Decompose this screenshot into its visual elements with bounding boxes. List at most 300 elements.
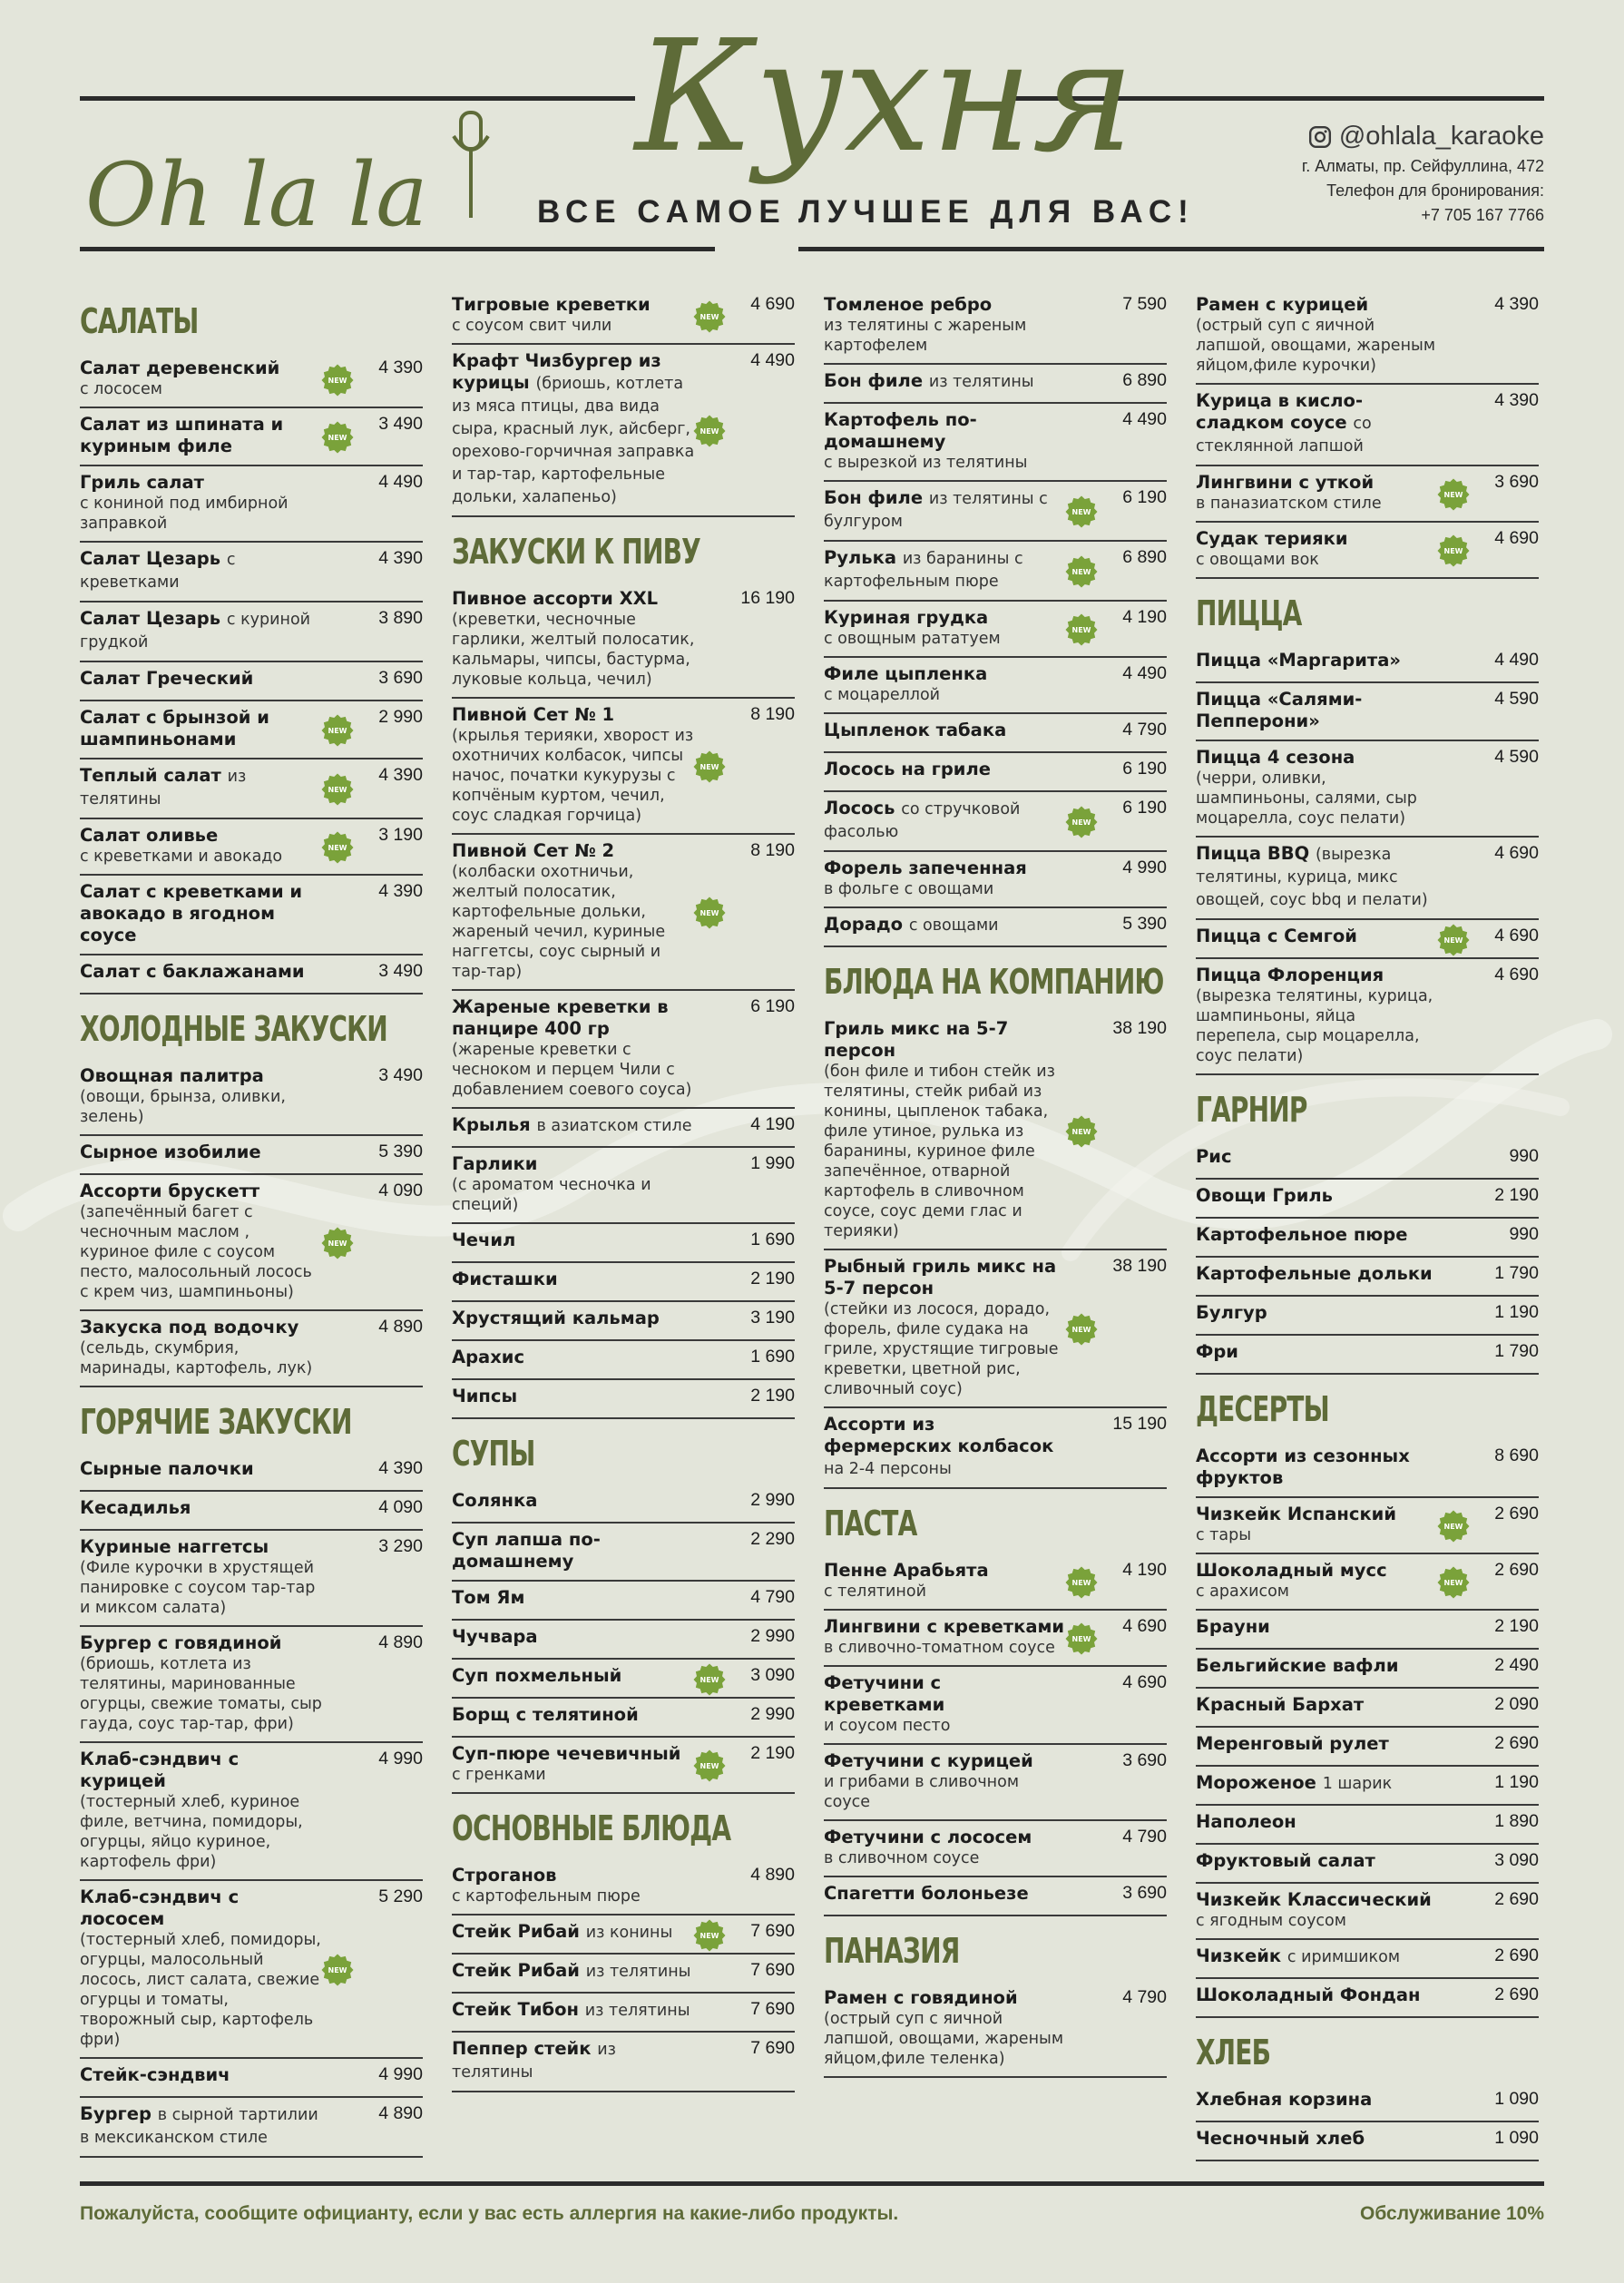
- new-badge-label: NEW: [1071, 568, 1091, 576]
- menu-item-name: Шоколадный Фондан: [1196, 1984, 1421, 2005]
- menu-item-details: (колбаски охотничьи, желтый полосатик, картофельные дольки, жареный чечил, куриные наггетсы, соус сырный и тар-тар): [452, 863, 666, 981]
- menu-item-details: с арахисом: [1196, 1582, 1290, 1601]
- menu-item-name: Пицца 4 сезона: [1196, 747, 1355, 768]
- menu-item-name: Салат с брынзой и шампиньонами: [80, 707, 269, 750]
- menu-item: [452, 1341, 795, 1380]
- menu-item-price: 1 890: [1494, 1811, 1539, 1831]
- menu-item: [1196, 838, 1539, 920]
- menu-item-name: Суп-пюре чечевичный: [452, 1743, 681, 1764]
- menu-item: [452, 1524, 795, 1582]
- menu-item-price: 990: [1509, 1146, 1539, 1166]
- menu-item-price: 4 890: [378, 1317, 423, 1337]
- menu-item-name: Гарлики: [452, 1153, 538, 1174]
- menu-item-name: Лингвини с креветками: [824, 1616, 1065, 1637]
- menu-item-name: Клаб-сэндвич с лососем: [80, 1886, 240, 1929]
- menu-item-price: 4 390: [378, 1458, 423, 1478]
- menu-item-name: Стейк-сэндвич: [80, 2064, 230, 2085]
- menu-item-description: (вырезка телятины, курица, микс овощей, соус bbq и пелати): [1196, 846, 1428, 909]
- menu-item-details: с лососем: [80, 380, 162, 398]
- new-badge-label: NEW: [699, 313, 719, 321]
- menu-item-name: Чизкейк Испанский: [1196, 1504, 1397, 1524]
- menu-item-details: с овощным рататуем: [824, 630, 1001, 648]
- menu-item: [1196, 741, 1539, 838]
- menu-item-details: (бриошь, котлета из телятины, маринованные огурцы, свежие томаты, сыр гауда, соус тар-тар, фри): [80, 1655, 322, 1733]
- menu-item-name: Лосось: [824, 798, 895, 818]
- menu-item: [824, 289, 1167, 365]
- tagline-right: ЛУЧШЕЕ ДЛЯ ВАС!: [798, 194, 1195, 230]
- new-badge-icon: [1437, 924, 1470, 956]
- menu-item-name: Фетучини с курицей: [824, 1750, 1033, 1771]
- menu-item: [1196, 1141, 1539, 1180]
- menu-item: [824, 908, 1167, 947]
- menu-item-name: Кесадилья: [80, 1497, 191, 1518]
- menu-item: [824, 482, 1167, 542]
- menu-item-price: 4 690: [1494, 965, 1539, 985]
- new-badge-label: NEW: [699, 1675, 719, 1684]
- menu-item: [824, 542, 1167, 602]
- menu-item-price: 4 090: [378, 1181, 423, 1200]
- menu-item: [824, 1408, 1167, 1489]
- menu-item: [452, 1738, 795, 1794]
- new-badge-label: NEW: [1071, 1128, 1091, 1136]
- menu-item-price: 2 190: [1494, 1616, 1539, 1636]
- menu-item-price: 4 190: [1122, 1560, 1167, 1580]
- menu-item-price: 2 990: [750, 1490, 795, 1510]
- menu-item: [80, 701, 423, 759]
- menu-item-details: (жареные креветки с чесноком и перцем Чили с добавлением соевого соуса): [452, 1041, 692, 1099]
- menu-item-description: из телятины: [584, 2002, 690, 2020]
- new-badge-label: NEW: [1071, 1326, 1091, 1334]
- menu-item: [1196, 466, 1539, 523]
- menu-item: [824, 1821, 1167, 1877]
- menu-item-details: с моцареллой: [824, 686, 941, 704]
- menu-item-name: Чизкейк Классический: [1196, 1889, 1432, 1910]
- menu-item-price: 4 790: [1122, 1827, 1167, 1847]
- new-badge-label: NEW: [1443, 936, 1463, 945]
- menu-item-price: 4 490: [1122, 409, 1167, 429]
- menu-item: [80, 466, 423, 543]
- menu-item: [452, 1148, 795, 1224]
- menu-item-details: с креветками и авокадо: [80, 848, 283, 866]
- section-title: ОСНОВНЫЕ БЛЮДА: [452, 1808, 731, 1848]
- menu-item-description: из телятины: [80, 768, 247, 808]
- menu-item-details: (крылья терияки, хворост из охотничих колбасок, чипсы начос, початки кукурузы с копчёным куртом, чечил, соус сладкая горчица): [452, 727, 694, 825]
- menu-item-name: Фруктовый салат: [1196, 1850, 1375, 1871]
- menu-item-name: Рулька: [824, 547, 897, 568]
- menu-item-name: Солянка: [452, 1490, 538, 1511]
- menu-item: [452, 2033, 795, 2092]
- menu-item: [824, 1667, 1167, 1745]
- menu-item-price: 7 590: [1122, 294, 1167, 314]
- menu-item-name: Чипсы: [452, 1386, 518, 1406]
- menu-item-price: 4 890: [378, 2103, 423, 2123]
- menu-item-name: Брауни: [1196, 1616, 1270, 1637]
- menu-item-price: 2 190: [1494, 1185, 1539, 1205]
- new-badge-icon: [1065, 1622, 1098, 1655]
- menu-item: [1196, 1440, 1539, 1498]
- menu-item-price: 6 190: [1122, 798, 1167, 818]
- menu-item-name: Овощная палитра: [80, 1065, 264, 1086]
- menu-item-name: Бон филе: [824, 370, 924, 391]
- menu-item-name: Бон филе: [824, 487, 924, 508]
- menu-item: [80, 1881, 423, 2059]
- menu-item: [452, 1484, 795, 1524]
- menu-item: [80, 955, 423, 995]
- menu-item-name: Крылья: [452, 1114, 531, 1135]
- menu-item-details: с соусом свит чили: [452, 317, 612, 335]
- booking-label: Телефон для бронирования:: [1326, 181, 1544, 200]
- menu-item-price: 3 690: [1494, 472, 1539, 492]
- menu-item-price: 4 990: [378, 2064, 423, 2084]
- menu-item-name: Том Ям: [452, 1587, 525, 1608]
- menu-item-name: Фисташки: [452, 1269, 558, 1289]
- instagram-icon: [1308, 125, 1332, 149]
- menu-item-name: Чесночный хлеб: [1196, 2128, 1365, 2149]
- menu-item: [1196, 2083, 1539, 2122]
- menu-item-details: в паназиатском стиле: [1196, 495, 1382, 513]
- section-title: СУПЫ: [452, 1434, 535, 1474]
- menu-item-description: с овощами: [908, 916, 999, 935]
- menu-item: [80, 1453, 423, 1492]
- menu-item-name: Борщ с телятиной: [452, 1704, 639, 1725]
- menu-item-name: Спагетти болоньезе: [824, 1883, 1029, 1904]
- menu-item-name: Пенне Арабьята: [824, 1560, 989, 1581]
- menu-item-price: 2 190: [750, 1386, 795, 1406]
- menu-item-price: 4 490: [378, 472, 423, 492]
- menu-item-price: 3 490: [378, 414, 423, 434]
- menu-item-price: 3 690: [1122, 1883, 1167, 1903]
- menu-item: [1196, 644, 1539, 683]
- menu-item: [824, 1745, 1167, 1821]
- new-badge-icon: [693, 1663, 726, 1696]
- new-badge-icon: [693, 300, 726, 333]
- menu-item-name: Салат с баклажанами: [80, 961, 305, 982]
- menu-item: [1196, 1611, 1539, 1650]
- menu-item: [1196, 1884, 1539, 1940]
- menu-item-name: Куриные наггетсы: [80, 1536, 269, 1557]
- menu-item-name: Пицца BBQ: [1196, 843, 1310, 864]
- menu-item: [80, 543, 423, 603]
- instagram-handle: @ohlala_karaoke: [1338, 122, 1544, 151]
- menu-item-name: Шоколадный мусс: [1196, 1560, 1387, 1581]
- menu-item-price: 2 690: [1494, 1560, 1539, 1580]
- menu-item: [824, 1554, 1167, 1611]
- menu-item-name: Бельгийские вафли: [1196, 1655, 1399, 1676]
- menu-item-name: Форель запеченная: [824, 857, 1027, 878]
- menu-item-name: Теплый салат: [80, 765, 221, 786]
- menu-item: [452, 1224, 795, 1263]
- menu-item-name: Красный Бархат: [1196, 1694, 1365, 1715]
- menu-item-price: 3 490: [378, 961, 423, 981]
- new-badge-icon: [321, 421, 354, 454]
- menu-item: [80, 408, 423, 466]
- menu-item-price: 1 690: [750, 1230, 795, 1249]
- menu-item: [1196, 1979, 1539, 2018]
- menu-item-name: Суп лапша по-домашнему: [452, 1529, 601, 1572]
- menu-item-details: и соусом песто: [824, 1717, 951, 1735]
- menu-item: [1196, 1940, 1539, 1979]
- menu-item: [824, 365, 1167, 404]
- menu-item-price: 4 490: [1494, 650, 1539, 670]
- menu-item-name: Гриль микс на 5-7 персон: [824, 1018, 1009, 1061]
- menu-item-price: 2 290: [750, 1529, 795, 1549]
- menu-item: [80, 819, 423, 876]
- menu-item-price: 4 490: [750, 350, 795, 370]
- menu-item: [80, 1531, 423, 1627]
- menu-item-details: из телятины с жареным картофелем: [824, 317, 1027, 355]
- menu-item: [824, 602, 1167, 658]
- menu-item-price: 3 090: [750, 1665, 795, 1685]
- menu-item: [80, 876, 423, 955]
- menu-item: [80, 2059, 423, 2098]
- menu-item-details: (острый суп с яичной лапшой, овощами, жареным яйцом,филе теленка): [824, 2010, 1064, 2068]
- menu-item-price: 4 990: [378, 1749, 423, 1769]
- menu-item-name: Салат деревенский: [80, 358, 280, 378]
- new-badge-icon: [693, 1919, 726, 1952]
- menu-item-details: с вырезкой из телятины: [824, 454, 1028, 472]
- menu-item-name: Цыпленок табака: [824, 720, 1007, 740]
- menu-item-name: Пеппер стейк: [452, 2038, 592, 2059]
- menu-item: [1196, 920, 1539, 959]
- menu-item-name: Чучвара: [452, 1626, 538, 1647]
- menu-item-details: (сельдь, скумбрия, маринады, картофель, лук): [80, 1339, 313, 1377]
- menu-item-description: из телятины: [928, 373, 1034, 391]
- menu-item: [1196, 1728, 1539, 1767]
- menu-item-name: Салат Цезарь: [80, 608, 221, 629]
- menu-item-price: 2 190: [750, 1743, 795, 1763]
- menu-item-name: Хлебная корзина: [1196, 2089, 1373, 2110]
- menu-item-price: 38 190: [1112, 1018, 1167, 1038]
- menu-item: [452, 1621, 795, 1660]
- new-badge-icon: [321, 714, 354, 747]
- svg-text:Кухня: Кухня: [635, 7, 1135, 187]
- menu-item-name: Строганов: [452, 1865, 557, 1886]
- menu-item-price: 1 790: [1494, 1341, 1539, 1361]
- menu-item-description: из телятины: [585, 1963, 691, 1981]
- menu-item-price: 8 690: [1494, 1445, 1539, 1465]
- menu-item: [824, 1877, 1167, 1916]
- menu-item-name: Пивной Сет № 2: [452, 840, 615, 861]
- menu-item-details: (тостерный хлеб, куриное филе, ветчина, помидоры, огурцы, яйцо куриное, картофель фри): [80, 1793, 303, 1871]
- menu-item-price: 4 690: [750, 294, 795, 314]
- menu-item: [452, 1916, 795, 1955]
- header-top-line: [80, 96, 635, 101]
- new-badge-label: NEW: [328, 1966, 347, 1974]
- new-badge-icon: [321, 364, 354, 397]
- menu-item: [452, 1994, 795, 2033]
- menu-item-price: 4 790: [1122, 720, 1167, 740]
- menu-item-name: Пицца «Маргарита»: [1196, 650, 1401, 671]
- new-badge-icon: [1065, 613, 1098, 646]
- menu-item-price: 4 690: [1122, 1616, 1167, 1636]
- menu-item: [452, 583, 795, 699]
- menu-item-description: на 2-4 персоны: [824, 1460, 952, 1478]
- section-title: ПИЦЦА: [1196, 593, 1302, 633]
- menu-item-name: Пицца «Салями-Пепперони»: [1196, 689, 1363, 731]
- menu-item-price: 7 690: [750, 1960, 795, 1980]
- menu-item-details: (овощи, брынза, оливки, зелень): [80, 1088, 286, 1126]
- menu-item-name: Томленое ребро: [824, 294, 993, 315]
- menu-item-price: 3 090: [1494, 1850, 1539, 1870]
- menu-item-name: Ассорти из фермерских колбасок: [824, 1414, 1054, 1456]
- menu-item-price: 5 290: [378, 1886, 423, 1906]
- menu-item-description: из телятины: [452, 2041, 616, 2082]
- menu-item: [80, 759, 423, 819]
- menu-item-description: (бриошь, котлета из мяса птицы, два вида сыра, красный лук, айсберг, орехово-горчичная заправка и тар-тар, картофельные дольки, халапеньо): [452, 375, 695, 506]
- brand-logo: [80, 118, 515, 254]
- menu-item: [80, 1060, 423, 1136]
- menu-item-details: с ягодным соусом: [1196, 1912, 1346, 1930]
- menu-item-description: с куриной грудкой: [80, 611, 311, 652]
- menu-item-name: Салат оливье: [80, 825, 219, 846]
- menu-item: [1196, 1297, 1539, 1336]
- menu-item-description: с иримшиком: [1286, 1948, 1401, 1966]
- menu-item: [824, 658, 1167, 714]
- menu-item-price: 2 990: [750, 1704, 795, 1724]
- section-title: ПАНАЗИЯ: [824, 1931, 960, 1971]
- menu-item: [1196, 289, 1539, 385]
- menu-item-price: 4 690: [1494, 528, 1539, 548]
- menu-item-name: Сырные палочки: [80, 1458, 254, 1479]
- new-badge-icon: [693, 1749, 726, 1782]
- new-badge-label: NEW: [699, 1931, 719, 1940]
- menu-item-name: Мороженое: [1196, 1772, 1316, 1793]
- header-bottom-line-right: [798, 247, 1544, 251]
- menu-item-price: 4 890: [750, 1865, 795, 1885]
- menu-item-description: со стеклянной лапшой: [1196, 415, 1372, 456]
- menu-item-price: 4 190: [1122, 607, 1167, 627]
- menu-item: [1196, 1650, 1539, 1689]
- new-badge-icon: [693, 415, 726, 447]
- menu-item-name: Картофель по-домашнему: [824, 409, 977, 452]
- menu-item-name: Лосось на гриле: [824, 759, 991, 779]
- menu-column-2: [452, 289, 795, 2092]
- menu-item-name: Пивной Сет № 1: [452, 704, 615, 725]
- menu-item-name: Салат с креветками и авокадо в ягодном соусе: [80, 881, 303, 946]
- menu-item: [80, 603, 423, 662]
- menu-item: [824, 714, 1167, 753]
- menu-item: [1196, 683, 1539, 741]
- menu-item-description: 1 шарик: [1322, 1775, 1393, 1793]
- menu-item: [452, 345, 795, 517]
- menu-item-name: Фри: [1196, 1341, 1238, 1362]
- section-title: САЛАТЫ: [80, 301, 199, 341]
- menu-item-name: Куриная грудка: [824, 607, 989, 628]
- menu-item-price: 7 690: [750, 2038, 795, 2058]
- menu-item: [80, 1136, 423, 1175]
- section-title: ХЛЕБ: [1196, 2033, 1271, 2072]
- menu-item-name: Фетучини с лососем: [824, 1827, 1032, 1847]
- page-title: [626, 0, 1135, 187]
- menu-item-name: Булгур: [1196, 1302, 1267, 1323]
- new-badge-label: NEW: [328, 434, 347, 442]
- menu-item-details: с тары: [1196, 1526, 1252, 1544]
- phone-number[interactable]: +7 705 167 7766: [1421, 206, 1544, 224]
- footer-line: [80, 2181, 1544, 2186]
- menu-item: [452, 1302, 795, 1341]
- menu-item-price: 15 190: [1112, 1414, 1167, 1434]
- menu-item-price: 2 690: [1494, 1504, 1539, 1524]
- menu-item-name: Гриль салат: [80, 472, 204, 493]
- menu-item-details: с телятиной: [824, 1582, 926, 1601]
- menu-item-price: 2 690: [1494, 1984, 1539, 2004]
- menu-item: [452, 835, 795, 991]
- menu-item-details: (бон филе и тибон стейк из телятины, стейк рибай из конины, цыпленок табака, филе утиное, рулька из баранины, куриное филе запечённое, отварной картофель в сливочном соусе, соус деми глас и терияки): [824, 1063, 1055, 1240]
- menu-item-name: Чизкейк: [1196, 1945, 1282, 1966]
- menu-item-price: 4 990: [1122, 857, 1167, 877]
- menu-item: [1196, 385, 1539, 466]
- menu-item-name: Бургер с говядиной: [80, 1632, 282, 1653]
- menu-item-price: 3 490: [378, 1065, 423, 1085]
- menu-item-name: Пицца с Семгой: [1196, 926, 1357, 946]
- menu-item: [824, 1250, 1167, 1408]
- menu-item-price: 1 790: [1494, 1263, 1539, 1283]
- menu-item: [824, 1611, 1167, 1667]
- new-badge-label: NEW: [328, 1239, 347, 1248]
- menu-item-price: 1 190: [1494, 1302, 1539, 1322]
- section-title: БЛЮДА НА КОМПАНИЮ: [824, 962, 1164, 1002]
- new-badge-label: NEW: [1443, 1579, 1463, 1587]
- menu-item-name: Жареные креветки в панцире 400 гр: [452, 996, 669, 1039]
- menu-item-price: 1 190: [1494, 1772, 1539, 1792]
- menu-item-price: 7 690: [750, 1921, 795, 1941]
- menu-item: [824, 404, 1167, 482]
- menu-item: [80, 1311, 423, 1387]
- new-badge-label: NEW: [1071, 508, 1091, 516]
- menu-item: [80, 1175, 423, 1311]
- menu-item-price: 4 790: [1122, 1987, 1167, 2007]
- menu-item-name: Салат Греческий: [80, 668, 254, 689]
- menu-item-price: 3 190: [378, 825, 423, 845]
- menu-item-name: Закуска под водочку: [80, 1317, 299, 1337]
- menu-item-name: Стейк Тибон: [452, 1999, 579, 2020]
- service-charge: Обслуживание 10%: [1360, 2203, 1544, 2224]
- menu-item-name: Лингвини с уткой: [1196, 472, 1375, 493]
- menu-item-price: 3 190: [750, 1308, 795, 1328]
- menu-item: [452, 991, 795, 1109]
- menu-item-name: Ассорти брускетт: [80, 1181, 260, 1201]
- menu-item-name: Бургер: [80, 2103, 152, 2124]
- instagram-link[interactable]: [1302, 122, 1544, 152]
- menu-item-price: 16 190: [740, 588, 795, 608]
- menu-item-price: 2 190: [750, 1269, 795, 1288]
- menu-item-price: 4 890: [378, 1632, 423, 1652]
- menu-item: [824, 1013, 1167, 1250]
- menu-item-price: 1 090: [1494, 2089, 1539, 2109]
- menu-item-price: 4 390: [1494, 390, 1539, 410]
- menu-item-name: Филе цыпленка: [824, 663, 988, 684]
- menu-item-name: Суп похмельный: [452, 1665, 622, 1686]
- allergy-note: Пожалуйста, сообщите официанту, если у вас есть аллергия на какие-либо продукты.: [80, 2203, 899, 2224]
- menu-column-1: [80, 289, 423, 2158]
- menu-item-description: в сырной тартилии в мексиканском стиле: [80, 2106, 318, 2147]
- menu-item-name: Чечил: [452, 1230, 516, 1250]
- menu-item-price: 990: [1509, 1224, 1539, 1244]
- menu-item-price: 3 690: [1122, 1750, 1167, 1770]
- microphone-icon: [454, 113, 488, 218]
- menu-item-price: 4 390: [1494, 294, 1539, 314]
- menu-item-price: 4 590: [1494, 747, 1539, 767]
- section-title: ХОЛОДНЫЕ ЗАКУСКИ: [80, 1009, 387, 1049]
- menu-item-price: 4 090: [378, 1497, 423, 1517]
- new-badge-label: NEW: [1443, 491, 1463, 499]
- new-badge-label: NEW: [328, 727, 347, 735]
- menu-item-name: Рамен с курицей: [1196, 294, 1369, 315]
- menu-item-price: 6 190: [750, 996, 795, 1016]
- new-badge-label: NEW: [1071, 1579, 1091, 1587]
- menu-item-name: Рис: [1196, 1146, 1232, 1167]
- new-badge-icon: [321, 1954, 354, 1986]
